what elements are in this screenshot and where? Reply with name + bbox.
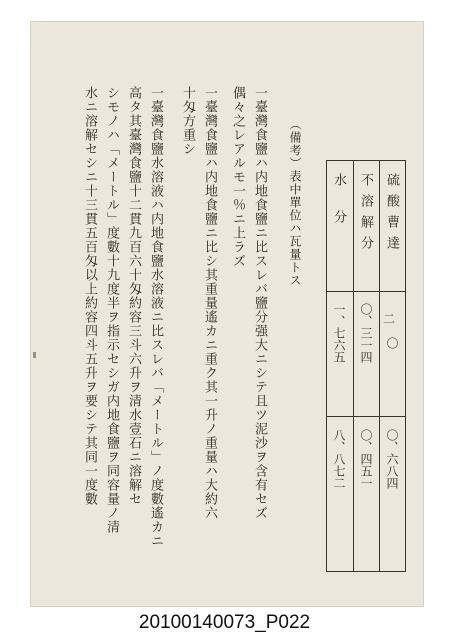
body-line-1: 一臺灣食鹽ハ内地食鹽ニ比スレバ鹽分强大ニシテ且ツ泥沙ヲ含有セズ [252,86,267,520]
header-insoluble: 不溶解分 [358,173,373,257]
table-divider [379,161,380,571]
table-divider [353,161,354,571]
page-number: 二 [383,312,396,326]
table-note: （備考）表中單位ハ瓦量トス [288,118,302,287]
value-water-1: 八、八七二 [332,429,346,489]
archive-id-caption: 20100140073_P022 [138,612,311,633]
composition-table [326,160,406,572]
header-water: 水分 [331,173,346,247]
table-divider [327,416,405,417]
body-line-5: 一臺灣食鹽水溶液ハ内地食鹽水溶液ニ比スレバ「メートル」ノ度數遙カニ [148,86,163,548]
body-line-8: 水ニ溶解セシニ十三貫五百匁以上約容四斗五升ヲ要シテ其同一度數 [82,86,97,506]
body-line-3: 一臺灣食鹽ハ内地食鹽ニ比シ其重量遙カニ重ク其一升ノ重量ハ大約六 [202,86,217,520]
value-water-2: 一、七六五 [332,303,346,363]
document-page [31,22,423,606]
body-line-7: シモノハ「メートル」度數十九度半ヲ指示セシガ内地食鹽ヲ同容量ノ清 [104,86,119,534]
value-insoluble-2: 〇、三一四 [359,303,373,363]
header-sodium-sulfate: 硫酸曹達 [384,173,399,257]
value-sodium-sulfate-2: 〇 [385,337,399,349]
body-line-2: 偶々之レアルモ一％ニ上ラズ [230,86,245,268]
table-divider [327,291,405,292]
paper-speck [33,352,36,358]
value-sodium-sulfate-1: 〇、六八四 [385,429,399,489]
body-line-6: 高タ其臺灣食鹽十二貫九百六十匁約容三斗六升ヲ清水壹石ニ溶解セ [126,86,141,506]
value-insoluble-1: 〇、四五一 [359,429,373,489]
body-line-4: 十匁方重シ [180,86,195,156]
